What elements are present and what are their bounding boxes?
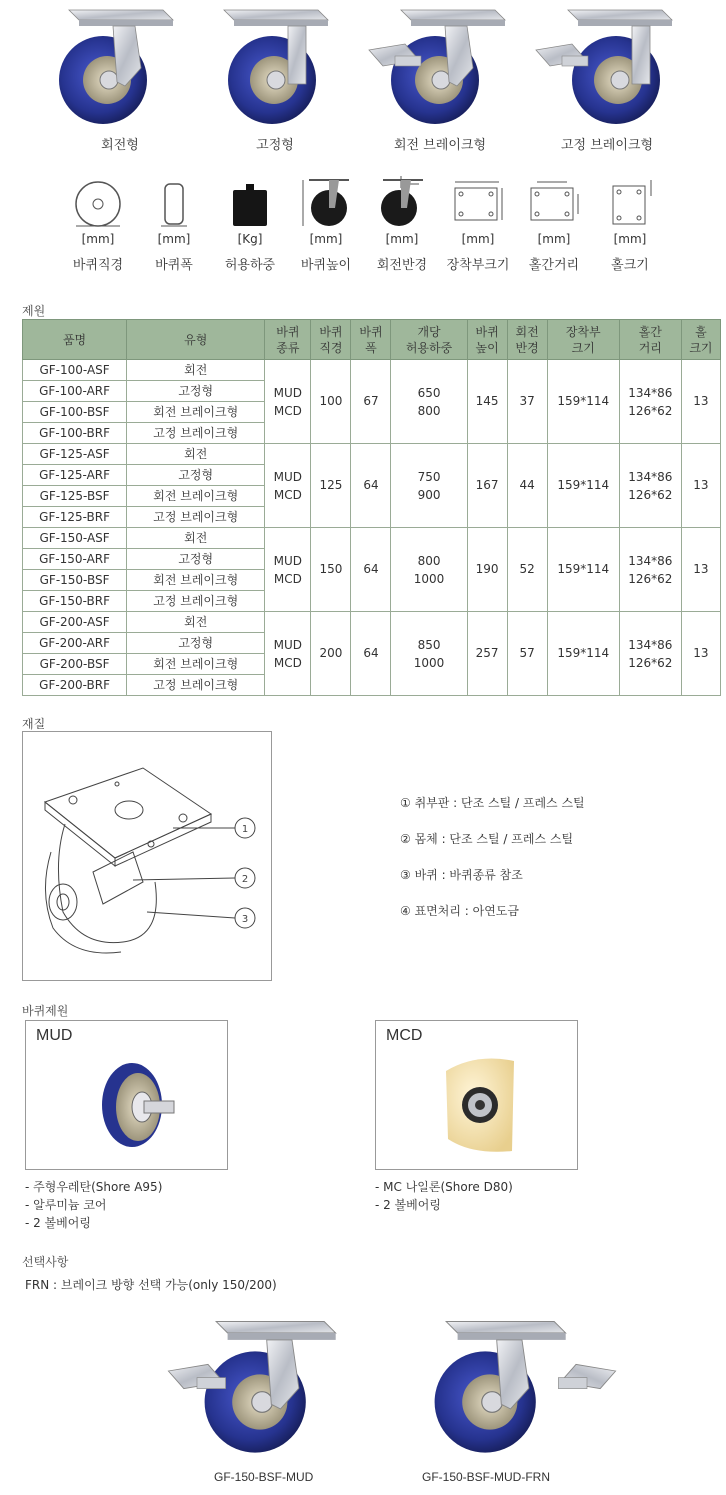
hole-distance-cell-line: 126*62: [628, 655, 673, 670]
spec-header-cell: [351, 320, 391, 360]
mcd-note: - 2 볼베어링: [375, 1198, 441, 1212]
plate-cell: 159*114: [547, 528, 619, 612]
callout-3: 3: [241, 914, 249, 925]
header-line: 바퀴: [475, 324, 499, 339]
height-cell: 190: [467, 528, 507, 612]
material-item: ③ 바퀴 : 바퀴종류 참조: [400, 868, 523, 882]
diameter-cell: 100: [311, 360, 351, 444]
caster-type-label: 회전형: [101, 138, 139, 153]
header-line: 종류: [276, 340, 300, 355]
callout-1: 1: [241, 824, 249, 835]
plate-cell: 159*114: [547, 360, 619, 444]
material-item: ② 몸체 : 단조 스틸 / 프레스 스틸: [400, 832, 574, 846]
material-diagram: [22, 731, 272, 981]
wheel-kind-cell-line: MUD: [273, 385, 303, 400]
hole-distance-cell-line: 126*62: [628, 487, 673, 502]
weight-icon: [223, 176, 277, 228]
wheel-kind-cell-line: MUD: [273, 469, 303, 484]
model-cell: GF-200-BRF: [23, 675, 127, 696]
dim-wheel-diameter: [60, 176, 136, 273]
load-cell: [391, 444, 467, 528]
wheel-kind-cell: [265, 612, 311, 696]
caster-type-swivel: [40, 0, 200, 155]
caster-type-swivel-brake: [360, 0, 520, 155]
type-cell: 고정형: [127, 549, 265, 570]
type-cell: 회전 브레이크형: [127, 570, 265, 591]
header-line: 유형: [184, 332, 208, 347]
wheel-kind-cell-line: MCD: [273, 403, 302, 418]
wheel-kind-cell-line: MCD: [273, 487, 302, 502]
spec-header-cell: [23, 320, 127, 360]
dim-name: 바퀴직경: [72, 258, 124, 273]
type-cell: 회전: [127, 528, 265, 549]
header-line: 크기: [689, 340, 713, 355]
header-line: 바퀴: [319, 324, 343, 339]
header-line: 바퀴: [359, 324, 383, 339]
hole-distance-cell-line: 134*86: [628, 637, 673, 652]
spec-header-cell: [507, 320, 547, 360]
model-cell: GF-200-ARF: [23, 633, 127, 654]
radius-cell: 37: [507, 360, 547, 444]
callout-2: 2: [241, 874, 249, 885]
hole-distance-cell-line: 126*62: [628, 403, 673, 418]
type-cell: 고정 브레이크형: [127, 423, 265, 444]
dim-unit: [mm]: [157, 232, 191, 246]
dim-unit: [mm]: [461, 232, 495, 246]
dim-name: 회전반경: [376, 258, 428, 273]
wheel-kind-cell: [265, 360, 311, 444]
header-line: 장착부: [565, 324, 601, 339]
type-cell: 회전: [127, 612, 265, 633]
dim-unit: [Kg]: [237, 232, 263, 246]
option-caption: GF-150-BSF-MUD: [214, 1470, 314, 1484]
hole-size-cell: 13: [681, 444, 720, 528]
caster-type-label: 고정형: [256, 138, 294, 153]
load-cell-line: 800: [417, 553, 441, 568]
model-cell: GF-100-ARF: [23, 381, 127, 402]
material-item: ④ 표면처리 : 아연도금: [400, 904, 519, 918]
wheel-mcd-box: [375, 1020, 578, 1170]
dim-name: 바퀴폭: [155, 258, 193, 273]
plate-cell: 159*114: [547, 612, 619, 696]
hole-distance-cell: [619, 612, 681, 696]
type-cell: 회전 브레이크형: [127, 654, 265, 675]
model-cell: GF-100-BSF: [23, 402, 127, 423]
width-cell: 67: [351, 360, 391, 444]
type-cell: 회전: [127, 360, 265, 381]
table-row: [23, 612, 721, 633]
hole-distance-cell-line: 134*86: [628, 385, 673, 400]
type-cell: 회전 브레이크형: [127, 402, 265, 423]
dim-unit: [mm]: [613, 232, 647, 246]
dim-plate-size: [440, 176, 516, 273]
model-cell: GF-100-BRF: [23, 423, 127, 444]
dim-swivel-radius: [364, 176, 440, 273]
spec-table-body: [23, 360, 721, 696]
dim-wheel-height: [288, 176, 364, 273]
type-cell: 고정 브레이크형: [127, 507, 265, 528]
dim-name: 장착부크기: [446, 258, 510, 273]
table-row: [23, 360, 721, 381]
hole-distance-cell: [619, 360, 681, 444]
fixed-brake-caster-image: [532, 0, 682, 130]
header-line: 높이: [475, 340, 499, 355]
hole-distance-cell: [619, 528, 681, 612]
dimension-legend: [60, 176, 680, 280]
load-cell: [391, 528, 467, 612]
height-cell: 145: [467, 360, 507, 444]
spec-header-cell: [265, 320, 311, 360]
header-line: 홀: [695, 324, 707, 339]
wheel-height-icon: [299, 176, 353, 228]
caster-types: [40, 0, 700, 155]
radius-cell: 57: [507, 612, 547, 696]
diameter-cell: 150: [311, 528, 351, 612]
header-line: 바퀴: [276, 324, 300, 339]
caster-type-fixed-brake: [527, 0, 687, 155]
model-cell: GF-150-ARF: [23, 549, 127, 570]
spec-header-row: [23, 320, 721, 360]
wheel-mud-name: MUD: [36, 1027, 73, 1044]
header-line: 거리: [638, 340, 662, 355]
hole-size-cell: 13: [681, 612, 720, 696]
header-line: 품명: [62, 332, 87, 347]
mud-note: - 2 볼베어링: [25, 1216, 91, 1230]
spec-header-cell: [619, 320, 681, 360]
mud-notes: [25, 1178, 162, 1232]
wheel-kind-cell-line: MUD: [273, 553, 303, 568]
load-cell-line: 750: [417, 469, 441, 484]
height-cell: 257: [467, 612, 507, 696]
swivel-radius-icon: [375, 176, 429, 228]
dim-hole-size: [592, 176, 668, 273]
width-cell: 64: [351, 528, 391, 612]
plate-cell: 159*114: [547, 444, 619, 528]
wheel-kind-cell-line: MUD: [273, 637, 303, 652]
model-cell: GF-125-BSF: [23, 486, 127, 507]
model-cell: GF-150-ASF: [23, 528, 127, 549]
type-cell: 고정 브레이크형: [127, 675, 265, 696]
model-cell: GF-150-BRF: [23, 591, 127, 612]
caster-type-fixed: [195, 0, 355, 155]
model-cell: GF-125-BRF: [23, 507, 127, 528]
option-caster-bsf-mud: [160, 1310, 380, 1460]
wheel-mud-box: [25, 1020, 228, 1170]
spec-header-cell: [681, 320, 720, 360]
swivel-caster-image: [55, 0, 185, 130]
options-frn-line: FRN : 브레이크 방향 선택 가능(only 150/200): [25, 1278, 277, 1292]
spec-header-cell: [467, 320, 507, 360]
type-cell: 회전 브레이크형: [127, 486, 265, 507]
model-cell: GF-150-BSF: [23, 570, 127, 591]
load-cell-line: 900: [417, 487, 441, 502]
spec-header-cell: [547, 320, 619, 360]
hole-size-cell: 13: [681, 360, 720, 444]
load-cell: [391, 612, 467, 696]
mud-note: - 알루미늄 코어: [25, 1198, 107, 1212]
diameter-cell: 200: [311, 612, 351, 696]
option-caster-bsf-mud-frn: [420, 1310, 620, 1460]
dim-unit: [mm]: [385, 232, 419, 246]
header-line: 홀간: [638, 324, 662, 339]
spec-header-cell: [391, 320, 467, 360]
model-cell: GF-125-ASF: [23, 444, 127, 465]
hole-distance-cell-line: 134*86: [628, 469, 673, 484]
dim-wheel-width: [136, 176, 212, 273]
model-cell: GF-200-ASF: [23, 612, 127, 633]
caster-type-label: 고정 브레이크형: [560, 138, 654, 153]
hole-distance-cell-line: 126*62: [628, 571, 673, 586]
hole-size-cell: 13: [681, 528, 720, 612]
hole-size-icon: [603, 176, 657, 228]
wheel-width-icon: [147, 176, 201, 228]
load-cell-line: 800: [417, 403, 441, 418]
wheel-kind-cell-line: MCD: [273, 571, 302, 586]
type-cell: 고정 브레이크형: [127, 591, 265, 612]
dim-hole-distance: [516, 176, 592, 273]
type-cell: 고정형: [127, 381, 265, 402]
header-line: 회전: [515, 324, 539, 339]
header-line: 개당: [417, 324, 441, 339]
radius-cell: 44: [507, 444, 547, 528]
height-cell: 167: [467, 444, 507, 528]
width-cell: 64: [351, 444, 391, 528]
type-cell: 고정형: [127, 633, 265, 654]
table-row: [23, 528, 721, 549]
load-cell-line: 1000: [413, 571, 445, 586]
material-list: [400, 794, 585, 938]
table-row: [23, 444, 721, 465]
dim-unit: [mm]: [537, 232, 571, 246]
header-line: 크기: [571, 340, 595, 355]
option-caption: GF-150-BSF-MUD-FRN: [422, 1470, 550, 1484]
model-cell: GF-125-ARF: [23, 465, 127, 486]
radius-cell: 52: [507, 528, 547, 612]
spec-title: 제원: [22, 304, 46, 318]
caster-exploded-drawing: [23, 732, 271, 980]
wheel-mcd-name: MCD: [386, 1027, 423, 1044]
spec-header-cell: [311, 320, 351, 360]
header-line: 반경: [515, 340, 539, 355]
fixed-caster-image: [210, 0, 340, 130]
load-cell-line: 1000: [413, 655, 445, 670]
load-cell-line: 650: [417, 385, 441, 400]
wheel-kind-cell: [265, 444, 311, 528]
wheels-title: 바퀴제원: [22, 1004, 69, 1018]
header-line: 직경: [319, 340, 343, 355]
material-item: ① 취부판 : 단조 스틸 / 프레스 스틸: [400, 796, 585, 810]
dim-unit: [mm]: [81, 232, 115, 246]
wheel-kind-cell-line: MCD: [273, 655, 302, 670]
caster-type-label: 회전 브레이크형: [393, 138, 487, 153]
dim-name: 홀간거리: [528, 258, 580, 273]
hole-distance-icon: [527, 176, 581, 228]
material-title: 재질: [22, 717, 46, 731]
header-line: 폭: [365, 340, 377, 355]
wheel-kind-cell: [265, 528, 311, 612]
load-cell: [391, 360, 467, 444]
model-cell: GF-100-ASF: [23, 360, 127, 381]
swivel-brake-caster-image: [365, 0, 515, 130]
dim-name: 허용하중: [224, 258, 276, 273]
spec-table: [22, 319, 721, 696]
header-line: 허용하중: [405, 340, 453, 355]
mud-note: - 주형우레탄(Shore A95): [25, 1180, 163, 1194]
hole-distance-cell-line: 134*86: [628, 553, 673, 568]
dim-name: 바퀴높이: [300, 258, 352, 273]
options-title: 선택사항: [22, 1255, 69, 1269]
dim-name: 홀크기: [611, 258, 649, 273]
spec-header-cell: [127, 320, 265, 360]
type-cell: 고정형: [127, 465, 265, 486]
diameter-cell: 125: [311, 444, 351, 528]
load-cell-line: 850: [417, 637, 441, 652]
model-cell: GF-200-BSF: [23, 654, 127, 675]
mcd-notes: [375, 1178, 513, 1214]
dim-load: [212, 176, 288, 273]
type-cell: 회전: [127, 444, 265, 465]
wheel-diameter-icon: [71, 176, 125, 228]
mcd-note: - MC 나일론(Shore D80): [375, 1180, 513, 1194]
hole-distance-cell: [619, 444, 681, 528]
width-cell: 64: [351, 612, 391, 696]
plate-size-icon: [451, 176, 505, 228]
dim-unit: [mm]: [309, 232, 343, 246]
